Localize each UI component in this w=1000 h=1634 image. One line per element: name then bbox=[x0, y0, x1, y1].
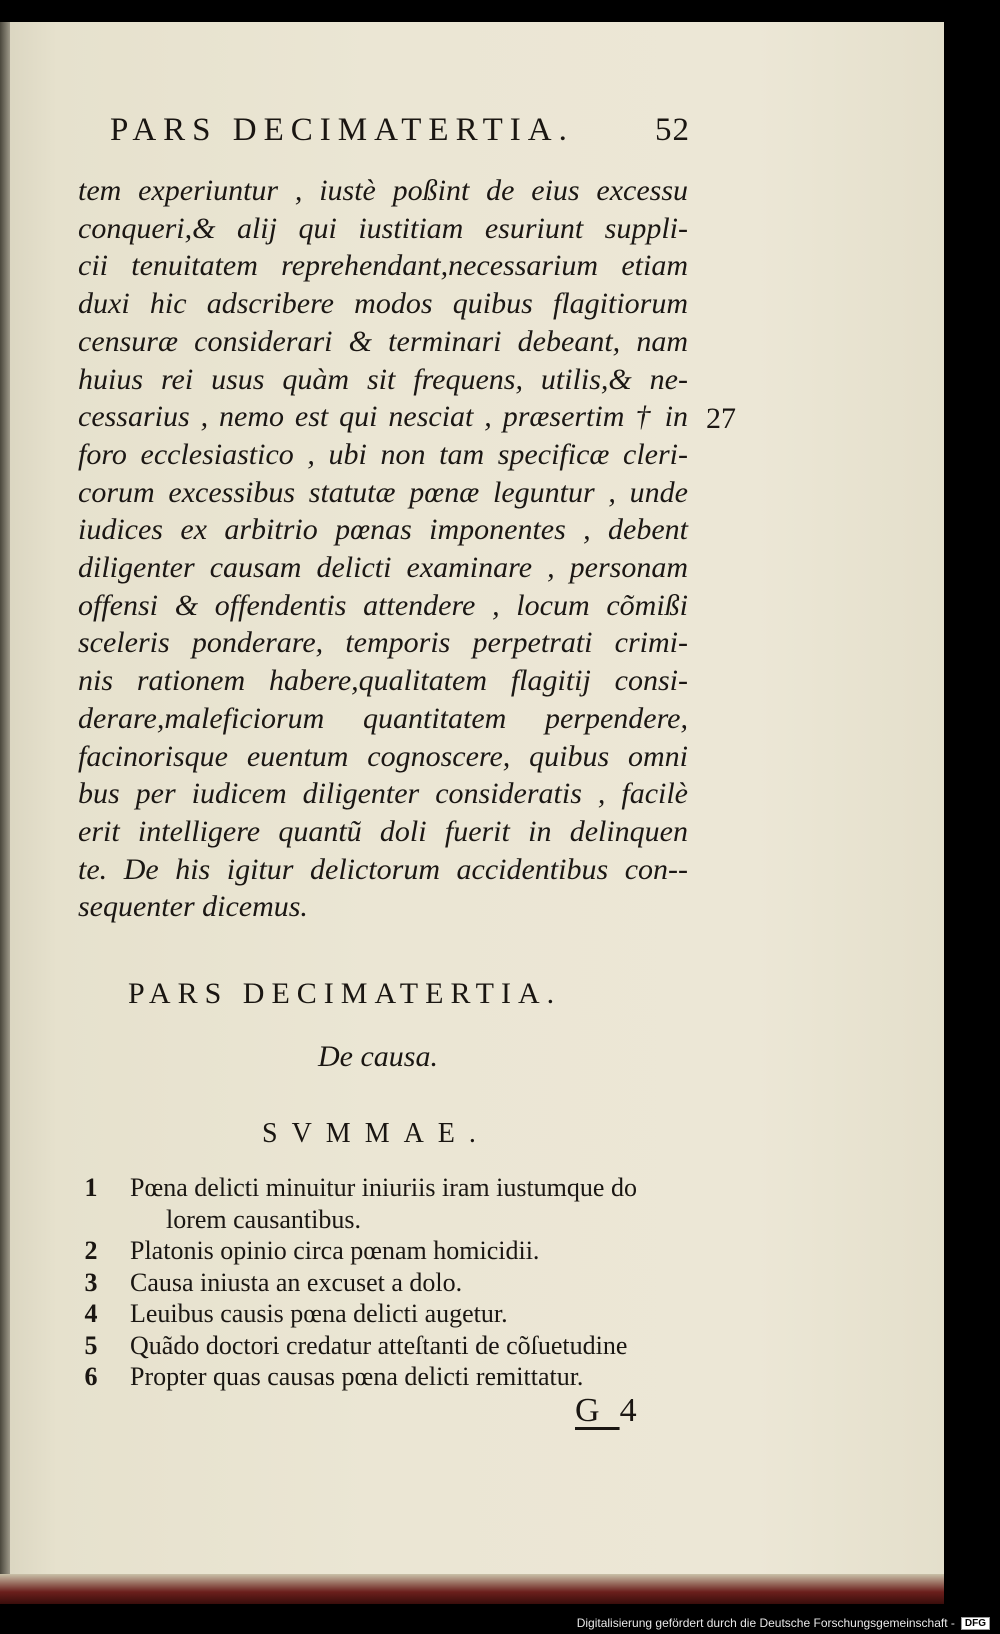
signature-mark bbox=[575, 1392, 657, 1430]
body-line: duxi hic adscribere modos quibus flagitiorum bbox=[78, 287, 688, 321]
summary-item-text: Causa iniusta an excuset a dolo. bbox=[130, 1267, 463, 1297]
signature-number: 4 bbox=[619, 1392, 657, 1429]
body-line: offensi & offendentis attendere , locum cõmißi bbox=[78, 588, 688, 622]
margin-note-number: 27 bbox=[706, 402, 736, 435]
body-line: diligenter causam delicti examinare , personam bbox=[78, 551, 688, 585]
summary-item-number: 1 bbox=[84, 1173, 98, 1202]
body-line: huius rei usus quàm sit frequens, utilis,& ne- bbox=[78, 362, 688, 396]
body-line: corum excessibus statutæ pœnæ leguntur , unde bbox=[78, 475, 688, 509]
body-line: sceleris ponderare, temporis perpetrati crimi- bbox=[78, 626, 688, 660]
summary-item bbox=[76, 1172, 756, 1235]
credit-text: Digitalisierung gefördert durch die Deutsche Forschungsgemeinschaft - bbox=[576, 1616, 955, 1630]
summary-item bbox=[76, 1235, 756, 1267]
summae-heading: SVMMAE. bbox=[262, 1118, 490, 1149]
summary-item-number: 2 bbox=[84, 1236, 98, 1265]
body-line: facinorisque euentum cognoscere, quibus omni bbox=[78, 739, 688, 773]
body-line: bus per iudicem diligenter consideratis , facilè bbox=[78, 777, 688, 811]
book-page bbox=[0, 22, 944, 1604]
body-line: censuræ considerari & terminari debeant, nam bbox=[78, 324, 688, 358]
body-line: derare,maleficiorum quantitatem perpendere, bbox=[78, 701, 688, 735]
summary-list bbox=[76, 1172, 756, 1393]
section-heading: PARS DECIMATERTIA. bbox=[128, 977, 562, 1010]
summary-item-text: Quãdo doctori credatur atteſtanti de cõſuetudine bbox=[130, 1330, 628, 1360]
summary-item-text: Propter quas causas pœna delicti remittatur. bbox=[130, 1362, 584, 1391]
summary-item bbox=[76, 1298, 756, 1330]
running-head bbox=[110, 112, 690, 149]
summary-item bbox=[76, 1267, 756, 1299]
body-text bbox=[78, 172, 688, 926]
body-line: foro ecclesiastico , ubi non tam specificæ cleri- bbox=[78, 437, 688, 471]
summary-item-number: 5 bbox=[84, 1330, 98, 1360]
dfg-logo: DFG bbox=[961, 1617, 990, 1630]
body-line: te. De his igitur delictorum accidentibus con-- bbox=[78, 852, 688, 886]
body-line: cessarius , nemo est qui nesciat , præsertim † in bbox=[78, 400, 688, 434]
summary-item-number: 3 bbox=[84, 1267, 98, 1297]
page-bottom-edge bbox=[0, 1574, 944, 1604]
body-line: tem experiuntur , iustè poßint de eius excessu bbox=[78, 174, 688, 207]
body-line: erit intelligere quantũ doli fuerit in delinquen bbox=[78, 814, 688, 848]
summary-item-number: 4 bbox=[84, 1299, 98, 1328]
summary-item bbox=[76, 1330, 756, 1362]
section-subheading: De causa. bbox=[318, 1040, 438, 1073]
summary-item-text: Leuibus causis pœna delicti augetur. bbox=[130, 1299, 508, 1328]
body-line: sequenter dicemus. bbox=[78, 890, 308, 924]
running-head-title: PARS DECIMATERTIA. bbox=[110, 112, 574, 148]
summary-item-continuation: lorem causantibus. bbox=[166, 1204, 361, 1234]
summary-item-number: 6 bbox=[84, 1362, 98, 1391]
body-line: conqueri,& alij qui iustitiam esuriunt suppli- bbox=[78, 211, 688, 245]
page-gutter-shadow bbox=[0, 22, 10, 1604]
body-line: nis rationem habere,qualitatem flagitij consi- bbox=[78, 664, 688, 698]
summary-item-text: Platonis opinio circa pœnam homicidii. bbox=[130, 1236, 540, 1265]
body-line: cii tenuitatem reprehendant,necessarium etiam bbox=[78, 249, 688, 283]
summary-item bbox=[76, 1361, 756, 1393]
body-line: iudices ex arbitrio pœnas imponentes , debent bbox=[78, 513, 688, 547]
signature-letter: G bbox=[575, 1392, 620, 1429]
summary-item-text: Pœna delicti minuitur iniuriis iram iustumque do bbox=[130, 1173, 637, 1202]
digitization-credit bbox=[577, 1616, 990, 1630]
page-number: 52 bbox=[655, 112, 690, 148]
